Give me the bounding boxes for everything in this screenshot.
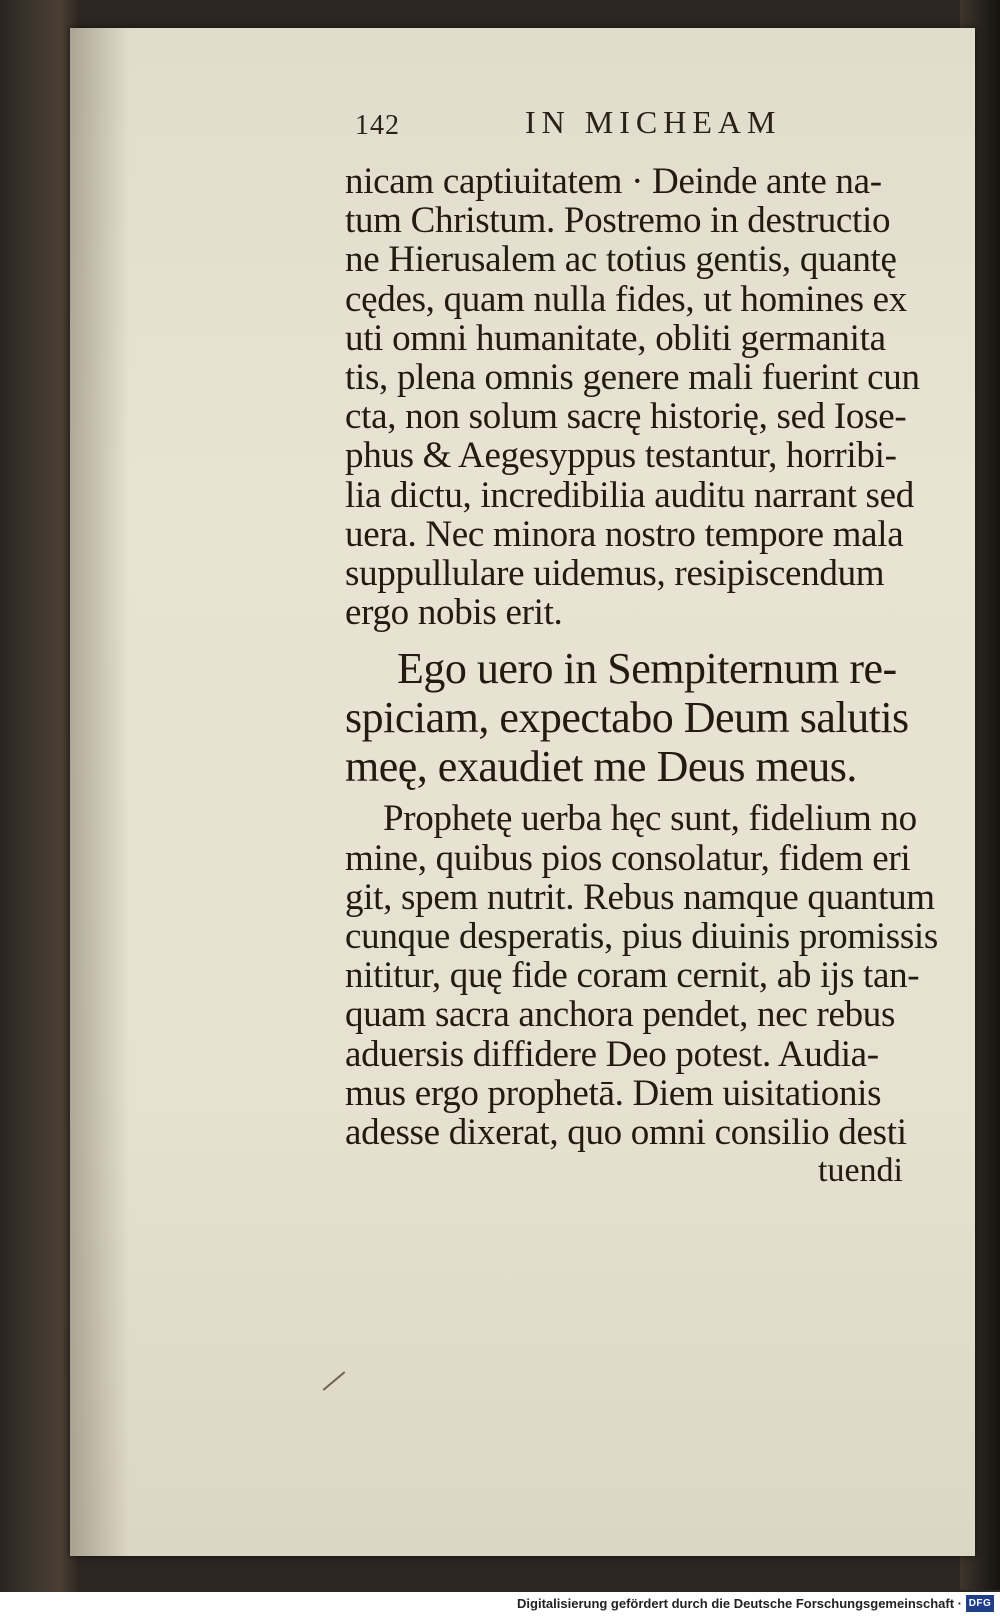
commentary-paragraph [345,799,945,1152]
text-line: cunque desperatis, pius diuinis promissis [345,916,939,958]
text-line: nicam captiuitatem · Deinde ante na- [345,161,882,202]
text-line: mine, quibus pios consolatur, fidem eri [345,837,911,879]
lemma-line: meę, exaudiet me Deus meus. [345,742,857,792]
catchword: tuendi [818,1152,903,1189]
scripture-lemma [345,644,945,791]
text-line: uera. Nec minora nostro tempore mala [345,513,904,555]
text-line: nititur, quę fide coram cernit, ab ijs tan- [345,955,920,997]
lemma-line: spiciam, expectabo Deum salutis [345,693,909,743]
text-line: phus & Aegesyppus testantur, horribi- [345,435,897,477]
text-line: cędes, quam nulla fides, ut homines ex [345,278,907,320]
text-line: aduersis diffidere Deo potest. Audia- [345,1033,879,1075]
text-line: ergo nobis erit. [345,592,563,634]
funding-credit: Digitalisierung gefördert durch die Deutsche Forschungsgemeinschaft · [517,1596,962,1611]
text-line: cta, non solum sacrę historię, sed Iose- [345,396,907,438]
text-line: ne Hierusalem ac totius gentis, quantę [345,239,897,281]
dfg-logo: DFG [966,1595,994,1612]
text-line: quam sacra anchora pendet, nec rebus [345,994,896,1036]
text-line: Prophetę uerba hęc sunt, fidelium no [383,798,917,840]
text-line: uti omni humanitate, obliti germanita [345,317,886,359]
footer-bar [0,1592,1000,1616]
lemma-line: Ego uero in Sempiternum re- [397,644,897,694]
text-line: tum Christum. Postremo in destructio [345,200,891,242]
folio-number: 142 [355,110,400,141]
text-block [345,162,945,1152]
body-paragraph [345,162,945,632]
text-line: lia dictu, incredibilia auditu narrant sed [345,474,914,516]
text-line: adesse dixerat, quo omni consilio desti [345,1112,907,1154]
text-line: suppullulare uidemus, resipiscendum [345,553,885,595]
text-line: mus ergo prophetā. Diem uisitationis [345,1072,882,1114]
text-line: tis, plena omnis genere mali fuerint cun [345,357,920,399]
running-head: IN MICHEAM [525,104,782,140]
text-line: git, spem nutrit. Rebus namque quantum [345,876,935,918]
page-header [355,104,845,144]
